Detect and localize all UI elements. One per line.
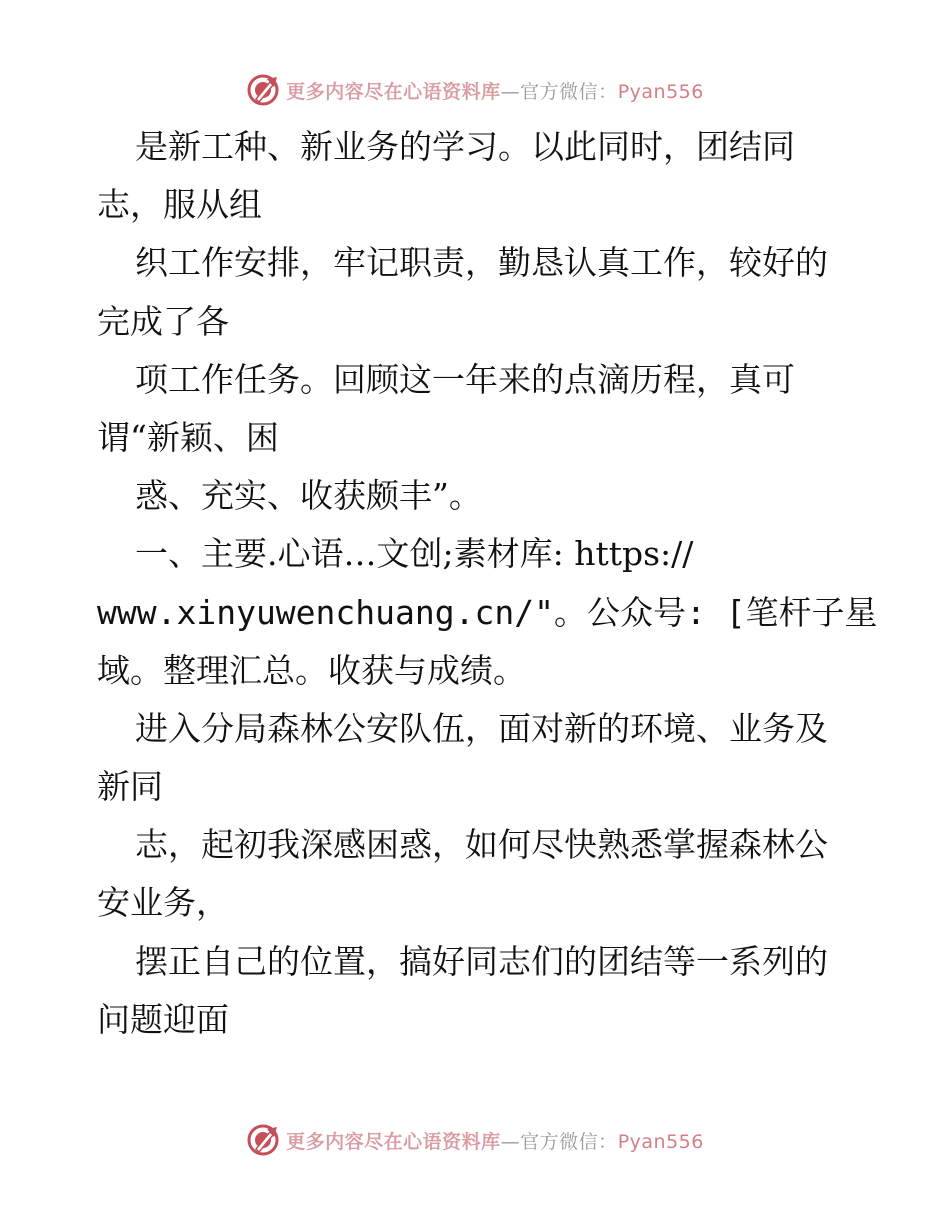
text-line: 摆正自己的位置，搞好同志们的团结等一系列的 [135, 941, 828, 981]
text-line: 完成了各 [97, 301, 229, 341]
text-line: 域。整理汇总。收获与成绩。 [97, 650, 526, 690]
text-line: 志，起初我深感困惑，如何尽快熟悉掌握森林公 [135, 825, 828, 865]
text-line: 是新工种、新业务的学习。以此同时，团结同 [135, 127, 795, 166]
footer-watermark-banner [0, 1120, 950, 1160]
text-line: 进入分局森林公安队伍，面对新的环境、业务及 [135, 708, 828, 748]
pen-circle-logo-icon [246, 1123, 280, 1157]
banner-title: 更多内容尽在心语资料库 [286, 80, 501, 103]
text-line: 谓“新颖、困 [97, 417, 279, 457]
banner-separator: — [500, 80, 521, 103]
text-line: 项工作任务。回顾这一年来的点滴历程，真可 [135, 359, 795, 399]
document-body [97, 118, 878, 1049]
banner-wechat-label: 官方微信： [520, 80, 618, 103]
text-line: 新同 [97, 767, 163, 807]
banner-wechat-id: Pyan556 [617, 1130, 704, 1153]
text-line: 志，服从组 [97, 185, 262, 225]
text-line: 一、主要.心语…文创;素材库: https:// [135, 534, 694, 574]
pen-circle-logo-icon [246, 73, 280, 107]
banner-wechat-label: 官方微信： [520, 1130, 618, 1153]
banner-title: 更多内容尽在心语资料库 [286, 1130, 501, 1153]
text-line: 问题迎面 [97, 999, 229, 1039]
text-line: www.xinyuwenchuang.cn/"。公众号: [笔杆子星 [97, 592, 878, 632]
banner-wechat-id: Pyan556 [617, 80, 704, 103]
text-line: 织工作安排，牢记职责，勤恳认真工作，较好的 [135, 243, 828, 283]
text-line: 安业务， [97, 883, 229, 923]
text-line: 惑、充实、收获颇丰”。 [135, 476, 482, 516]
header-watermark-banner [0, 70, 950, 110]
banner-separator: — [500, 1130, 521, 1153]
